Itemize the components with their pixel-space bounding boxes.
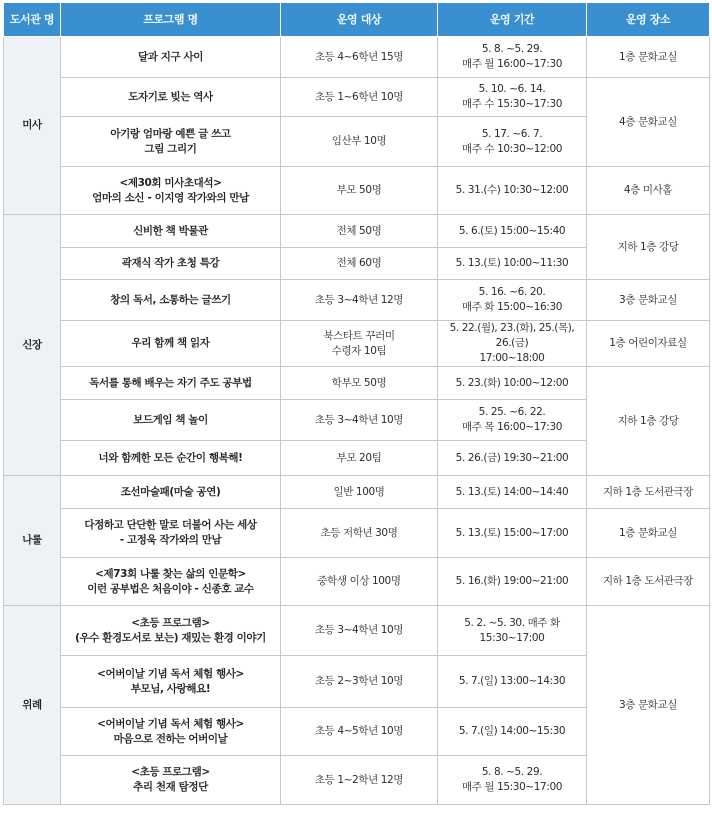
period: 5. 2. ~5. 30. 매주 화 15:30~17:00	[438, 606, 587, 656]
period: 5. 8. ~5. 29. 매주 월 16:00~17:30	[438, 37, 587, 78]
period: 5. 16. ~6. 20. 매주 화 15:00~16:30	[438, 280, 587, 321]
period: 5. 17. ~6. 7. 매주 수 10:30~12:00	[438, 117, 587, 167]
program-schedule-table	[3, 3, 710, 805]
period: 5. 10. ~6. 14. 매주 수 15:30~17:30	[438, 78, 587, 117]
table-row	[4, 215, 710, 248]
target: 일반 100명	[281, 476, 438, 509]
table-row	[4, 321, 710, 367]
program-name: 신비한 책 박물관	[61, 215, 281, 248]
period: 5. 22.(월), 23.(화), 25.(목), 26.(금) 17:00~18:00	[438, 321, 587, 367]
period: 5. 23.(화) 10:00~12:00	[438, 367, 587, 400]
target: 초등 1~2학년 12명	[281, 756, 438, 805]
header-library: 도서관 명	[4, 3, 61, 37]
program-name: 곽재식 작가 초청 특강	[61, 248, 281, 280]
target: 초등 3~4학년 12명	[281, 280, 438, 321]
library-name-sinjang: 신장	[4, 215, 61, 476]
header-period: 운영 기간	[438, 3, 587, 37]
period: 5. 8. ~5. 29. 매주 월 15:30~17:00	[438, 756, 587, 805]
place: 4층 미사홀	[587, 167, 710, 215]
period: 5. 31.(수) 10:30~12:00	[438, 167, 587, 215]
program-name: <초등 프로그램> 추리 천재 탐정단	[61, 756, 281, 805]
target: 중학생 이상 100명	[281, 558, 438, 606]
table-row	[4, 606, 710, 656]
place: 3층 문화교실	[587, 606, 710, 805]
program-name: 우리 함께 책 읽자	[61, 321, 281, 367]
program-name: 독서를 통해 배우는 자기 주도 공부법	[61, 367, 281, 400]
target: 초등 2~3학년 10명	[281, 656, 438, 708]
period: 5. 16.(화) 19:00~21:00	[438, 558, 587, 606]
program-name: <초등 프로그램> (우수 환경도서로 보는) 재밌는 환경 이야기	[61, 606, 281, 656]
target: 부모 20팀	[281, 441, 438, 476]
program-name: <제30회 미사초대석> 엄마의 소신 - 이지영 작가와의 만남	[61, 167, 281, 215]
target: 초등 1~6학년 10명	[281, 78, 438, 117]
place: 1층 문화교실	[587, 509, 710, 558]
period: 5. 13.(토) 10:00~11:30	[438, 248, 587, 280]
target: 임산부 10명	[281, 117, 438, 167]
place: 4층 문화교실	[587, 78, 710, 167]
target: 초등 4~6학년 15명	[281, 37, 438, 78]
period: 5. 7.(일) 14:00~15:30	[438, 708, 587, 756]
place: 3층 문화교실	[587, 280, 710, 321]
target: 북스타트 꾸러미 수령자 10팀	[281, 321, 438, 367]
period: 5. 13.(토) 15:00~17:00	[438, 509, 587, 558]
place: 지하 1층 도서관극장	[587, 558, 710, 606]
target: 부모 50명	[281, 167, 438, 215]
library-name-wirye: 위례	[4, 606, 61, 805]
period: 5. 26.(금) 19:30~21:00	[438, 441, 587, 476]
period: 5. 7.(일) 13:00~14:30	[438, 656, 587, 708]
program-name: <어버이날 기념 독서 체험 행사> 마음으로 전하는 어버이날	[61, 708, 281, 756]
header-program: 프로그램 명	[61, 3, 281, 37]
place: 1층 어린이자료실	[587, 321, 710, 367]
table-row	[4, 476, 710, 509]
place: 지하 1층 강당	[587, 367, 710, 476]
table-row	[4, 367, 710, 400]
program-name: 달과 지구 사이	[61, 37, 281, 78]
table-row	[4, 280, 710, 321]
program-name: 창의 독서, 소통하는 글쓰기	[61, 280, 281, 321]
target: 학부모 50명	[281, 367, 438, 400]
place: 지하 1층 강당	[587, 215, 710, 280]
target: 초등 3~4학년 10명	[281, 606, 438, 656]
header-target: 운영 대상	[281, 3, 438, 37]
program-name: 보드게임 책 놀이	[61, 400, 281, 441]
target: 초등 저학년 30명	[281, 509, 438, 558]
period: 5. 6.(토) 15:00~15:40	[438, 215, 587, 248]
library-name-narul: 나룰	[4, 476, 61, 606]
table-row	[4, 37, 710, 78]
program-name: 도자기로 빚는 역사	[61, 78, 281, 117]
target: 전체 60명	[281, 248, 438, 280]
program-name: <제73회 나룰 찾는 삶의 인문학> 이런 공부법은 처음이야 - 신종호 교수	[61, 558, 281, 606]
target: 초등 3~4학년 10명	[281, 400, 438, 441]
table-row	[4, 78, 710, 117]
header-place: 운영 장소	[587, 3, 710, 37]
program-name: 아기랑 엄마랑 예쁜 글 쓰고 그림 그리기	[61, 117, 281, 167]
period: 5. 25. ~6. 22. 매주 목 16:00~17:30	[438, 400, 587, 441]
target: 전체 50명	[281, 215, 438, 248]
period: 5. 13.(토) 14:00~14:40	[438, 476, 587, 509]
program-name: 다정하고 단단한 말로 더불어 사는 세상 - 고정욱 작가와의 만남	[61, 509, 281, 558]
place: 지하 1층 도서관극장	[587, 476, 710, 509]
table-row	[4, 167, 710, 215]
program-name: <어버이날 기념 독서 체험 행사> 부모님, 사랑해요!	[61, 656, 281, 708]
header-row	[4, 3, 710, 37]
program-name: 너와 함께한 모든 순간이 행복해!	[61, 441, 281, 476]
program-name: 조선마술패(마술 공연)	[61, 476, 281, 509]
place: 1층 문화교실	[587, 37, 710, 78]
library-name-misa: 미사	[4, 37, 61, 215]
target: 초등 4~5학년 10명	[281, 708, 438, 756]
table-row	[4, 509, 710, 558]
table-row	[4, 558, 710, 606]
